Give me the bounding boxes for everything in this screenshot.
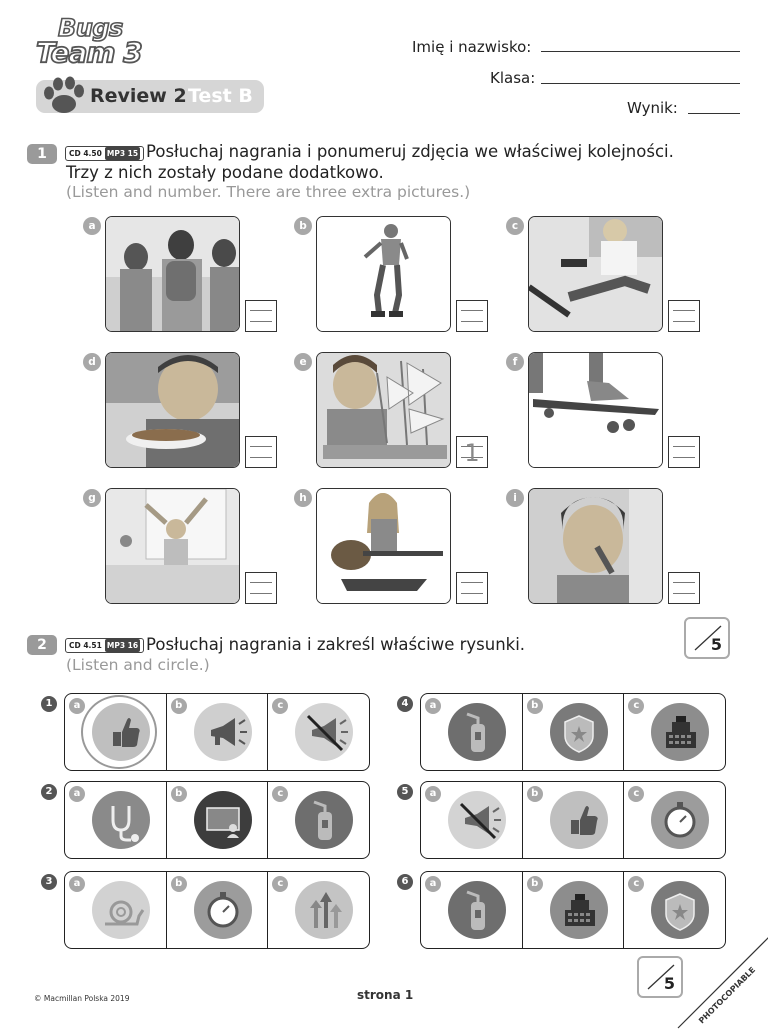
stopwatch-icon — [193, 880, 253, 940]
review-title: Review 2 — [90, 85, 187, 107]
option-letter: b — [527, 786, 543, 802]
photocopiable-corner — [656, 910, 768, 1030]
item-number: 6 — [397, 874, 413, 890]
page-number: strona 1 — [357, 988, 414, 1002]
photo-a-kids-walking — [105, 216, 240, 332]
stopwatch-icon — [650, 790, 710, 850]
option-letter: b — [527, 698, 543, 714]
class-label: Klasa: — [490, 69, 536, 87]
answer-box-c[interactable] — [668, 300, 700, 332]
photo-letter-f: f — [506, 353, 524, 371]
item-number: 5 — [397, 784, 413, 800]
exercise-1-number: 1 — [27, 144, 57, 164]
photo-letter-e: e — [294, 353, 312, 371]
cd-track: CD 4.50 — [69, 149, 102, 158]
class-field[interactable] — [541, 82, 740, 84]
answer-box-b[interactable] — [456, 300, 488, 332]
option-letter: c — [272, 698, 288, 714]
exercise-2-score-value: 5 — [663, 974, 675, 993]
paw-icon — [40, 76, 86, 116]
exercise-1-score-value: 5 — [710, 635, 722, 654]
option-c[interactable] — [624, 782, 725, 858]
bugs-team-logo — [36, 14, 148, 70]
megaphone-icon — [193, 702, 253, 762]
answer-box-g[interactable] — [245, 572, 277, 604]
snail-icon — [91, 880, 151, 940]
option-a[interactable] — [421, 694, 523, 770]
name-field[interactable] — [541, 50, 740, 52]
exercise-1-instruction-en: (Listen and number. There are three extra pictures.) — [66, 183, 471, 201]
answer-circle — [81, 695, 157, 769]
exercise-1-instruction-line2: Trzy z nich zostały podane dodatkowo. — [66, 163, 384, 182]
option-b[interactable] — [523, 872, 625, 948]
photo-i-girl-brushing-teeth — [528, 488, 663, 604]
exercise-2-number: 2 — [27, 635, 57, 655]
option-c[interactable] — [268, 872, 369, 948]
exercise-2-instruction-en: (Listen and circle.) — [66, 656, 210, 674]
thumbs-up-icon — [549, 790, 609, 850]
option-c[interactable] — [624, 694, 725, 770]
photo-d-boy-eating — [105, 352, 240, 468]
option-b[interactable] — [523, 694, 625, 770]
rising-arrows-icon — [294, 880, 354, 940]
option-letter: c — [628, 786, 644, 802]
option-c[interactable] — [268, 782, 369, 858]
item-row-1 — [64, 693, 370, 771]
exercise-2-audio-badge — [65, 638, 144, 653]
photo-g-girl-waking-up — [105, 488, 240, 604]
photo-letter-h: h — [294, 489, 312, 507]
answer-box-a[interactable] — [245, 300, 277, 332]
exercise-1-audio-badge — [65, 146, 144, 161]
option-letter: a — [425, 698, 441, 714]
option-letter: a — [425, 786, 441, 802]
option-letter: a — [69, 876, 85, 892]
option-letter: a — [425, 876, 441, 892]
mp3-track: MP3 16 — [106, 641, 139, 650]
answer-box-e[interactable]: 1 — [456, 436, 488, 468]
copyright: © Macmillan Polska 2019 — [34, 994, 130, 1003]
item-row-5 — [420, 781, 726, 859]
teacher-board-icon — [193, 790, 253, 850]
item-row-3 — [64, 871, 370, 949]
test-title: Test B — [188, 85, 253, 107]
option-b[interactable] — [167, 782, 269, 858]
item-number: 1 — [41, 696, 57, 712]
option-b[interactable] — [167, 694, 269, 770]
photo-b-rollerblading — [316, 216, 451, 332]
option-letter: c — [628, 876, 644, 892]
cd-track: CD 4.51 — [69, 641, 102, 650]
photo-letter-c: c — [506, 217, 524, 235]
photocopiable-label: PHOTOCOPIABLE — [697, 965, 758, 1026]
option-c[interactable] — [268, 694, 369, 770]
option-a[interactable] — [65, 782, 167, 858]
fire-extinguisher-icon — [447, 702, 507, 762]
option-a[interactable] — [65, 694, 167, 770]
photo-h-girl-guitar — [316, 488, 451, 604]
option-a[interactable] — [65, 872, 167, 948]
photo-c-boy-putting-on-shoes — [528, 216, 663, 332]
police-badge-icon — [549, 702, 609, 762]
megaphone-crossed-icon — [447, 790, 507, 850]
answer-box-i[interactable] — [668, 572, 700, 604]
option-b[interactable] — [523, 782, 625, 858]
exercise-2-instruction: Posłuchaj nagrania i zakreśl właściwe rysunki. — [146, 635, 526, 654]
item-number: 4 — [397, 696, 413, 712]
logo-line1: Bugs — [58, 14, 123, 42]
logo-line2: Team 3 — [36, 36, 142, 69]
option-letter: a — [69, 698, 85, 714]
option-a[interactable] — [421, 872, 523, 948]
option-a[interactable] — [421, 782, 523, 858]
item-number: 3 — [41, 874, 57, 890]
option-letter: c — [272, 876, 288, 892]
photo-letter-g: g — [83, 489, 101, 507]
answer-box-h[interactable] — [456, 572, 488, 604]
option-letter: a — [69, 786, 85, 802]
score-field[interactable] — [688, 112, 740, 114]
photo-f-skateboard — [528, 352, 663, 468]
exercise-1-instruction-line1: Posłuchaj nagrania i ponumeruj zdjęcia we właściwej kolejności. — [146, 142, 674, 161]
photo-letter-i: i — [506, 489, 524, 507]
option-letter: b — [171, 876, 187, 892]
option-letter: c — [272, 786, 288, 802]
fire-extinguisher-icon — [447, 880, 507, 940]
option-letter: b — [171, 786, 187, 802]
cash-register-icon — [549, 880, 609, 940]
photo-e-boy-model-ship — [316, 352, 451, 468]
option-b[interactable] — [167, 872, 269, 948]
answer-box-f[interactable] — [668, 436, 700, 468]
stethoscope-icon — [91, 790, 151, 850]
name-label: Imię i nazwisko: — [412, 38, 532, 56]
photo-letter-d: d — [83, 353, 101, 371]
score-label: Wynik: — [627, 99, 678, 117]
item-row-2 — [64, 781, 370, 859]
item-number: 2 — [41, 784, 57, 800]
option-letter: b — [527, 876, 543, 892]
megaphone-crossed-icon — [294, 702, 354, 762]
item-row-4 — [420, 693, 726, 771]
exercise-1-score-box — [684, 617, 730, 659]
mp3-track: MP3 15 — [106, 149, 139, 158]
option-letter: c — [628, 698, 644, 714]
option-letter: b — [171, 698, 187, 714]
fire-extinguisher-icon — [294, 790, 354, 850]
cash-register-icon — [650, 702, 710, 762]
answer-box-d[interactable] — [245, 436, 277, 468]
photo-letter-b: b — [294, 217, 312, 235]
photo-letter-a: a — [83, 217, 101, 235]
